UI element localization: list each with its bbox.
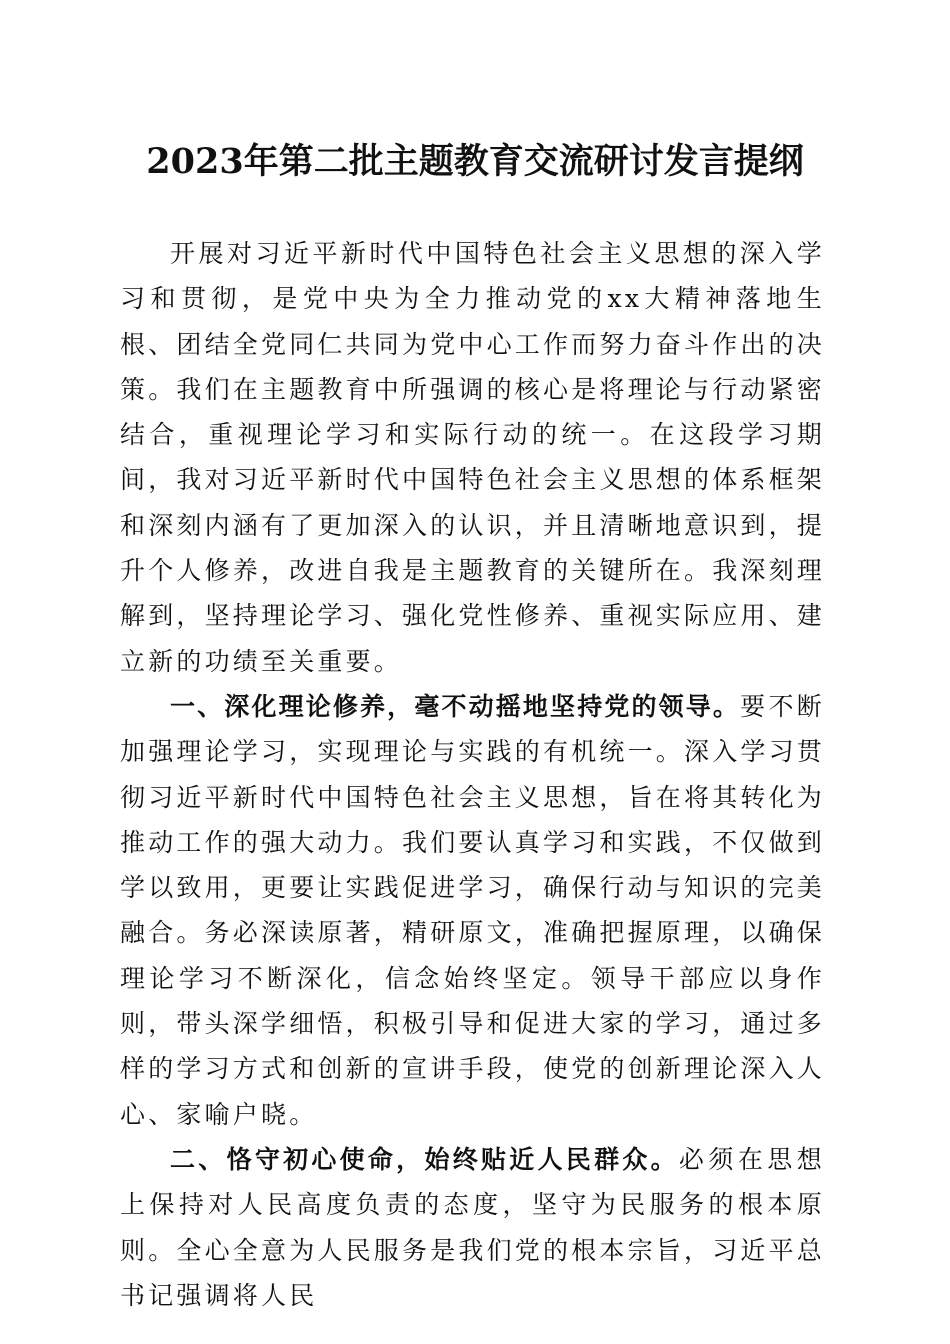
section-one-text: 要不断加强理论学习，实现理论与实践的有机统一。深入学习贯彻习近平新时代中国特色社会主义思想，旨在将其转化为推动工作的强大动力。我们要认真学习和实践，不仅做到学以致用，更要让实践促进学习，确保行动与知识的完美融合。务必深读原著，精研原文，准确把握原理，以确保理论学习不断深化，信念始终坚定。领导干部应以身作则，带头深学细悟，积极引导和促进大家的学习，通过多样的学习方式和创新的宣讲手段，使党的创新理论深入人心、家喻户晓。 [120,691,826,1129]
intro-paragraph [120,231,825,684]
section-two-paragraph [120,1137,825,1318]
document-body [120,231,825,1318]
section-one-heading: 一、深化理论修养，毫不动摇地坚持党的领导。 [170,691,741,721]
section-two-text: 必须在思想上保持对人民高度负责的态度，坚守为民服务的根本原则。全心全意为人民服务是我们党的根本宗旨，习近平总书记强调将人民 [120,1144,826,1310]
section-two-heading: 二、恪守初心使命，始终贴近人民群众。 [170,1144,679,1174]
document-title: 2023年第二批主题教育交流研讨发言提纲 [146,141,804,182]
section-one-paragraph [120,684,825,1137]
intro-paragraph-text: 开展对习近平新时代中国特色社会主义思想的深入学习和贯彻，是党中央为全力推动党的xx大精神落地生根、团结全党同仁共同为党中心工作而努力奋斗作出的决策。我们在主题教育中所强调的核心是将理论与行动紧密结合，重视理论学习和实际行动的统一。在这段学习期间，我对习近平新时代中国特色社会主义思想的体系框架和深刻内涵有了更加深入的认识，并且清晰地意识到，提升个人修养，改进自我是主题教育的关键所在。我深刻理解到，坚持理论学习、强化党性修养、重视实际应用、建立新的功绩至关重要。 [120,239,826,676]
